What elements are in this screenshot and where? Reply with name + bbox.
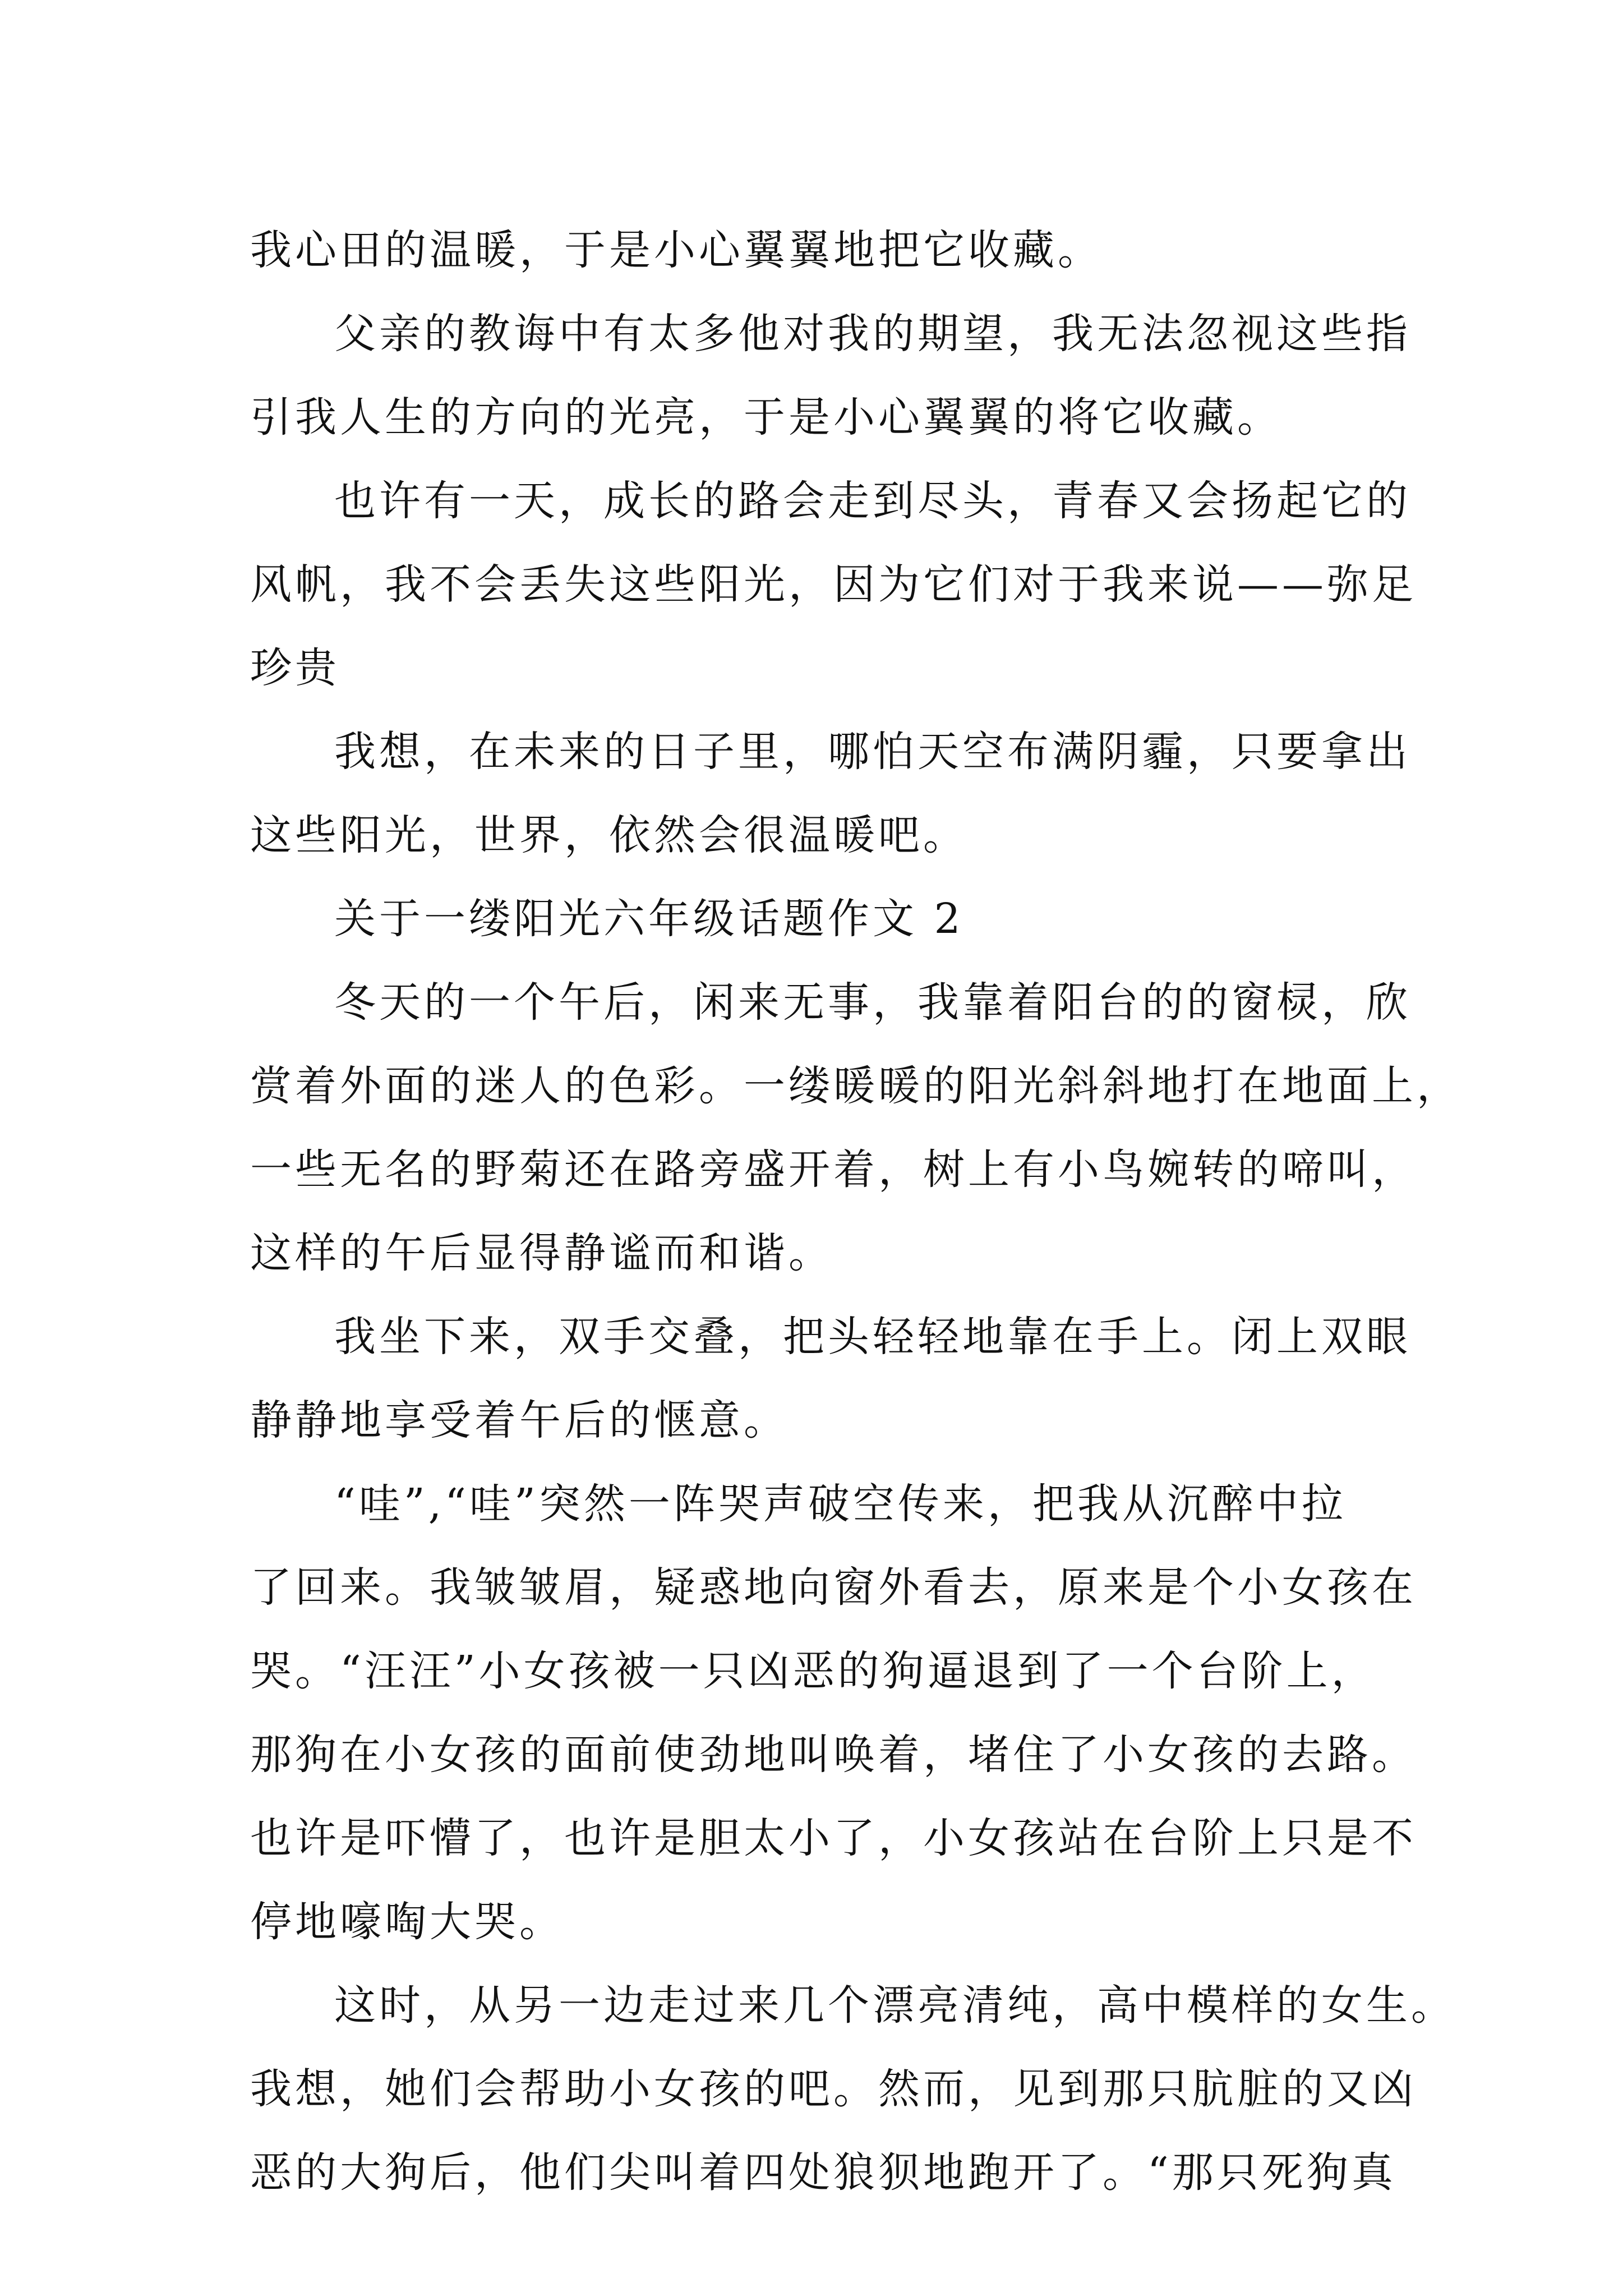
paragraph [250, 1964, 1456, 2215]
text-line: 珍贵 [250, 644, 340, 692]
text-line: 了回来。我皱皱眉，疑惑地向窗外看去，原来是个小女孩在 [250, 1563, 1417, 1612]
text-line: 我心田的温暖，于是小心翼翼地把它收藏。 [250, 226, 1103, 274]
text-line: 我想，她们会帮助小女孩的吧。然而，见到那只肮脏的又凶 [250, 2065, 1417, 2113]
text-line: 风帆，我不会丢失这些阳光，因为它们对于我来说——弥足 [250, 560, 1417, 609]
text-line: 我想，在未来的日子里，哪怕天空布满阴霾，只要拿出 [334, 728, 1411, 776]
text-line: 这时，从另一边走过来几个漂亮清纯，高中模样的女生。 [334, 1981, 1456, 2030]
text-line: 引我人生的方向的光亮，于是小心翼翼的将它收藏。 [250, 393, 1282, 441]
text-line: 赏着外面的迷人的色彩。一缕暖暖的阳光斜斜地打在地面上， [250, 1062, 1461, 1110]
text-line: 静静地享受着午后的惬意。 [250, 1396, 789, 1444]
text-line: 这样的午后显得静谧而和谐。 [250, 1229, 833, 1277]
heading-line: 关于一缕阳光六年级话题作文 2 [334, 895, 964, 943]
text-line: 冬天的一个午后，闲来无事，我靠着阳台的的窗棂，欣 [334, 978, 1411, 1027]
paragraph [250, 292, 1411, 459]
text-line: “哇”,“哇”突然一阵哭声破空传来，把我从沉醉中拉 [334, 1480, 1347, 1528]
text-line: 恶的大狗后，他们尖叫着四处狼狈地跑开了。“那只死狗真 [250, 2148, 1396, 2197]
text-line: 父亲的教诲中有太多他对我的期望，我无法忽视这些指 [334, 310, 1411, 358]
paragraph [250, 1462, 1417, 1964]
text-line: 这些阳光，世界，依然会很温暖吧。 [250, 811, 968, 859]
text-line: 停地嚎啕大哭。 [250, 1898, 564, 1946]
paragraph [250, 459, 1417, 710]
paragraph [250, 1295, 1411, 1462]
section-heading [250, 877, 1389, 961]
paragraph [250, 710, 1411, 877]
text-line: 我坐下来，双手交叠，把头轻轻地靠在手上。闭上双眼 [334, 1313, 1411, 1361]
text-line: 也许有一天，成长的路会走到尽头，青春又会扬起它的 [334, 477, 1411, 525]
paragraph [250, 961, 1461, 1295]
text-line: 也许是吓懵了，也许是胆太小了，小女孩站在台阶上只是不 [250, 1814, 1417, 1862]
paragraph [250, 209, 1389, 292]
document-body [250, 209, 1461, 2215]
text-line: 哭。“汪汪”小女孩被一只凶恶的狗逼退到了一个台阶上， [250, 1647, 1376, 1695]
text-line: 一些无名的野菊还在路旁盛开着，树上有小鸟婉转的啼叫， [250, 1145, 1417, 1194]
text-line: 那狗在小女孩的面前使劲地叫唤着，堵住了小女孩的去路。 [250, 1731, 1417, 1779]
